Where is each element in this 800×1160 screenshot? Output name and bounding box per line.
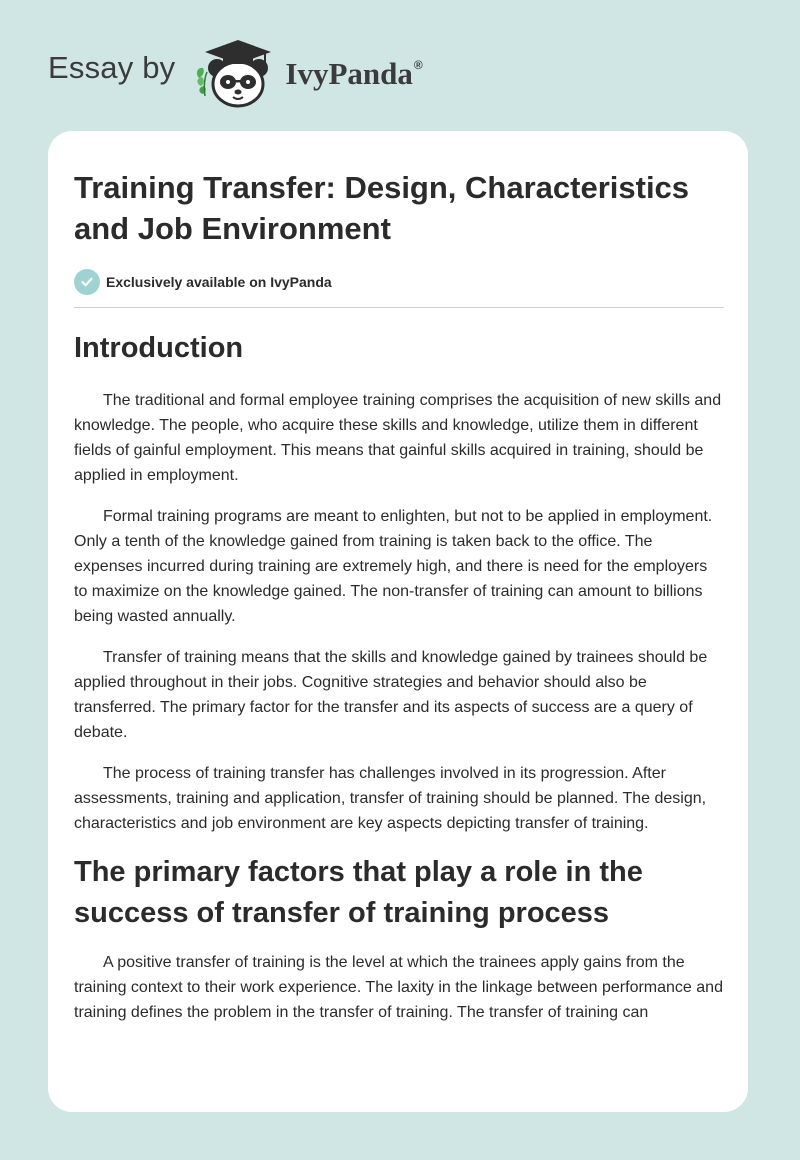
brand-prefix: Essay by <box>48 50 176 85</box>
check-circle-icon <box>74 269 100 295</box>
paragraph: The process of training transfer has challenges involved in its progression. After assessments, training and application, transfer of training should be planned. The design, characteristics and job environment are key aspects depicting transfer of training. <box>74 765 707 832</box>
section-heading-introduction: Introduction <box>74 332 244 364</box>
article-card <box>48 131 748 1112</box>
page-title: Training Transfer: Design, Characteristics and Job Environment <box>74 170 690 246</box>
registered-mark: ® <box>413 57 423 72</box>
paragraph: Transfer of training means that the skills and knowledge gained by trainees should be applied throughout in their jobs. Cognitive strategies and behavior should also be transferred. The primary factor for the transfer and its aspects of success are a query of debate. <box>74 649 708 741</box>
article-content <box>74 167 724 1025</box>
paragraph: The traditional and formal employee training comprises the acquisition of new skills and knowledge. The people, who acquire these skills and knowledge, utilize them in different fields of gainful employment. This means that gainful skills acquired in training, should be applied in employment. <box>74 392 722 484</box>
brand-name: IvyPanda® <box>285 56 423 91</box>
divider <box>74 307 724 308</box>
paragraph: A positive transfer of training is the level at which the trainees apply gains from the training context to their work experience. The laxity in the linkage between performance and training defines the problem in the transfer of training. The transfer of training can <box>74 954 723 1021</box>
panda-graduate-icon <box>193 34 279 110</box>
exclusive-badge <box>74 269 724 295</box>
section-heading-primary-factors: The primary factors that play a role in the success of transfer of training process <box>74 856 643 929</box>
paragraph: Formal training programs are meant to enlighten, but not to be applied in employment. Only a tenth of the knowledge gained from training is taken back to the office. The expenses incurred during training are extremely high, and there is need for the employers to maximize on the knowledge gained. The non-transfer of training can amount to billions being wasted annually. <box>74 508 713 625</box>
brand-header <box>48 34 423 110</box>
exclusive-label: Exclusively available on IvyPanda <box>106 274 332 290</box>
